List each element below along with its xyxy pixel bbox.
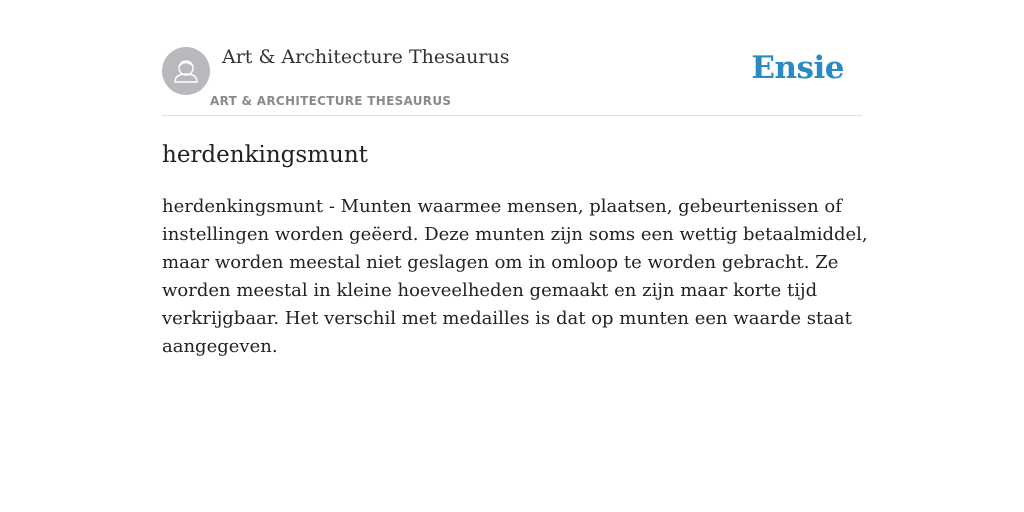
entry-header bbox=[162, 0, 862, 116]
source-label[interactable]: ART & ARCHITECTURE THESAURUS bbox=[210, 94, 452, 108]
user-silhouette-icon bbox=[162, 47, 210, 95]
author-name-link[interactable]: Art & Architecture Thesaurus bbox=[222, 46, 510, 68]
page-container bbox=[162, 0, 868, 361]
entry-term: herdenkingsmunt bbox=[162, 142, 368, 168]
author-avatar[interactable] bbox=[162, 47, 210, 95]
entry-definition: herdenkingsmunt - Munten waarmee mensen, plaatsen, gebeurtenissen of instellingen worden geëerd. Deze munten zijn soms een wettig betaalmiddel, maar worden meestal niet geslagen om in omloop te worden gebracht. Ze worden meestal in kleine hoeveelheden gemaakt en zijn maar korte tijd verkrijgbaar. Het verschil met medailles is dat op munten een waarde staat aangegeven. bbox=[162, 196, 868, 357]
brand-logo[interactable]: Ensie bbox=[751, 50, 844, 86]
